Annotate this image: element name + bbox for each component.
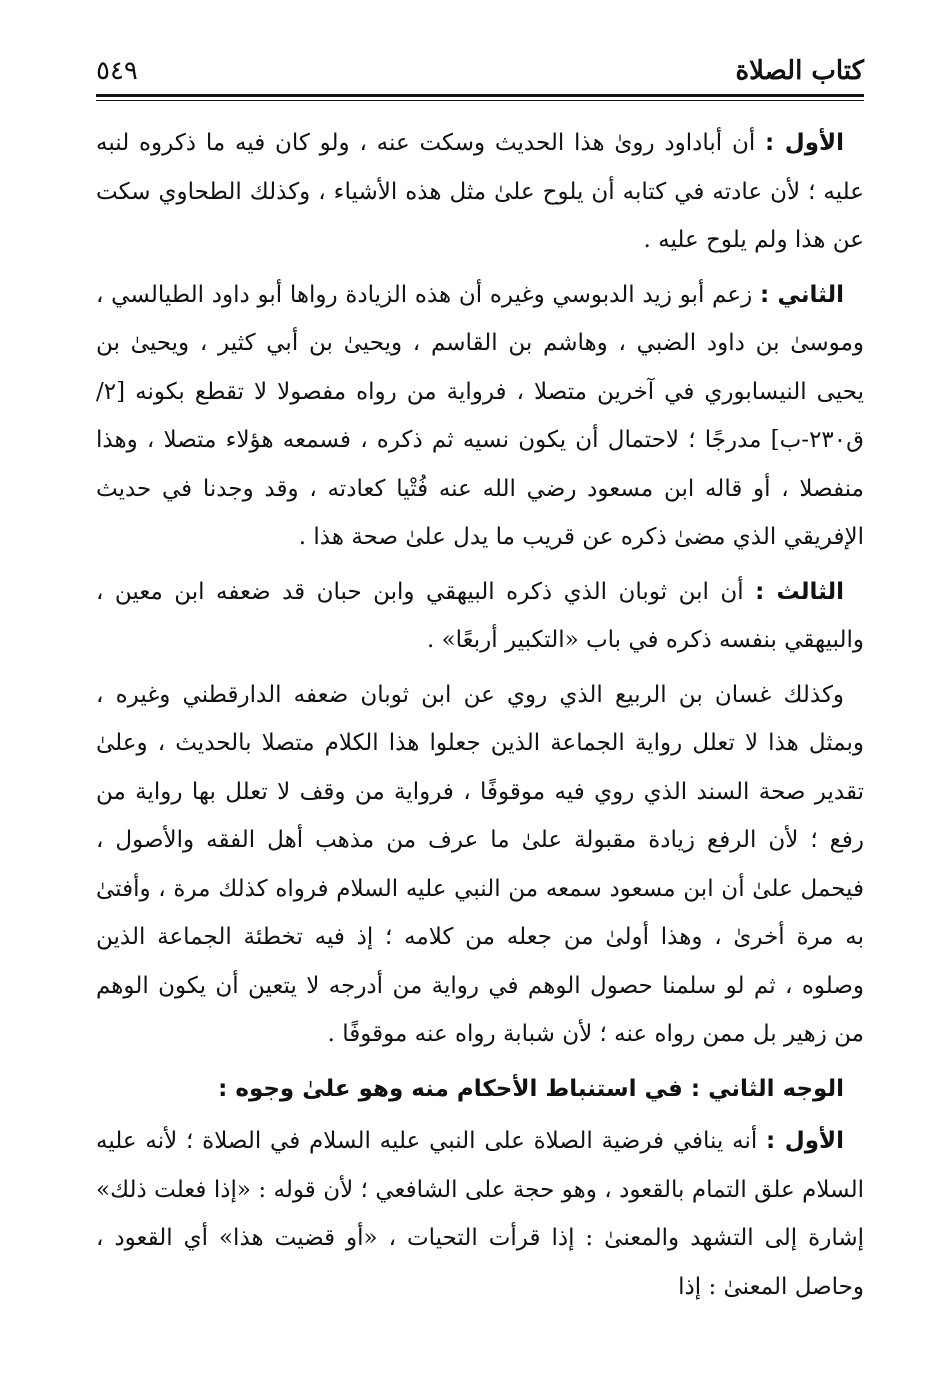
paragraph-lead: الثاني : bbox=[759, 281, 845, 308]
paragraph-lead: الثالث : bbox=[755, 578, 845, 605]
chapter-title: كتاب الصلاة bbox=[735, 56, 864, 86]
paragraph-lead: الأول : bbox=[766, 1128, 844, 1154]
page-number: ٥٤٩ bbox=[96, 56, 138, 86]
header-rule-thick bbox=[96, 94, 864, 97]
book-page bbox=[96, 48, 864, 1317]
paragraph-text: زعم أبو زيد الدبوسي وغيره أن هذه الزيادة رواها أبو داود الطيالسي ، وموسىٰ بن داود الضبي ، وهاشم بن القاسم ، ويحيىٰ بن أبي كثير ، ويحيىٰ بن يحيى النيسابوري في آخرين متصلا ، فرواية من رواه مفصولا لا تقطع بكونه [٢/ ق٢٣٠-ب] مدرجًا ؛ لاحتمال أن يكون نسيه ثم ذكره ، فسمعه هؤلاء متصلا ، وهذا منفصلا ، أو قاله ابن مسعود رضي الله عنه فُتْيا كعادته ، وقد وجدنا في حديث الإفريقي الذي مضىٰ ذكره عن قريب ما يدل علىٰ صحة هذا . bbox=[96, 281, 864, 550]
paragraph-second bbox=[96, 271, 864, 562]
paragraph-first bbox=[96, 119, 864, 265]
paragraph-text: أن أباداود روىٰ هذا الحديث وسكت عنه ، ولو كان فيه ما ذكروه لنبه عليه ؛ لأن عادته في كتابه أن يلوح علىٰ مثل هذه الأشياء ، وكذلك الطحاوي سكت عن هذا ولم يلوح عليه . bbox=[96, 130, 864, 253]
paragraph-text: أن ابن ثوبان الذي ذكره البيهقي وابن حبان قد ضعفه ابن معين ، والبيهقي بنفسه ذكره في باب «التكبير أربعًا» . bbox=[96, 578, 864, 653]
header-rule-thin bbox=[96, 100, 864, 101]
page-header bbox=[96, 48, 864, 88]
paragraph-third bbox=[96, 568, 864, 665]
paragraph-fourth bbox=[96, 671, 864, 1059]
section-heading: الوجه الثاني : في استنباط الأحكام منه وهو علىٰ وجوه : bbox=[218, 1075, 844, 1102]
body-text bbox=[96, 119, 864, 1311]
paragraph-lead: الأول : bbox=[765, 130, 844, 156]
paragraph-text: أنه ينافي فرضية الصلاة على النبي عليه السلام في الصلاة ؛ لأنه عليه السلام علق التمام بالقعود ، وهو حجة على الشافعي ؛ لأن قوله : «إذا فعلت ذلك» إشارة إلى التشهد والمعنىٰ : إذا قرأت التحيات ، «أو قضيت هذا» أي القعود ، وحاصل المعنىٰ : إذا bbox=[96, 1128, 864, 1300]
paragraph-text: وكذلك غسان بن الربيع الذي روي عن ابن ثوبان ضعفه الدارقطني وغيره ، وبمثل هذا لا تعلل رواية الجماعة الذين جعلوا هذا الكلام متصلا بالحديث ، وعلىٰ تقدير صحة السند الذي روي فيه موقوفًا ، فرواية من وقف لا تعلل بها رواية من رفع ؛ لأن الرفع زيادة مقبولة علىٰ ما عرف من مذهب أهل الفقه والأصول ، فيحمل علىٰ أن ابن مسعود سمعه من النبي عليه السلام فرواه كذلك مرة ، وأفتىٰ به مرة أخرىٰ ، وهذا أولىٰ من جعله من كلامه ؛ إذ فيه تخطئة الجماعة الذين وصلوه ، ثم لو سلمنا حصول الوهم في رواية من أدرجه لا يتعين أن يكون الوهم من زهير بل ممن رواه عنه ؛ لأن شبابة رواه عنه موقوفًا . bbox=[96, 681, 864, 1047]
paragraph-last bbox=[96, 1117, 864, 1311]
